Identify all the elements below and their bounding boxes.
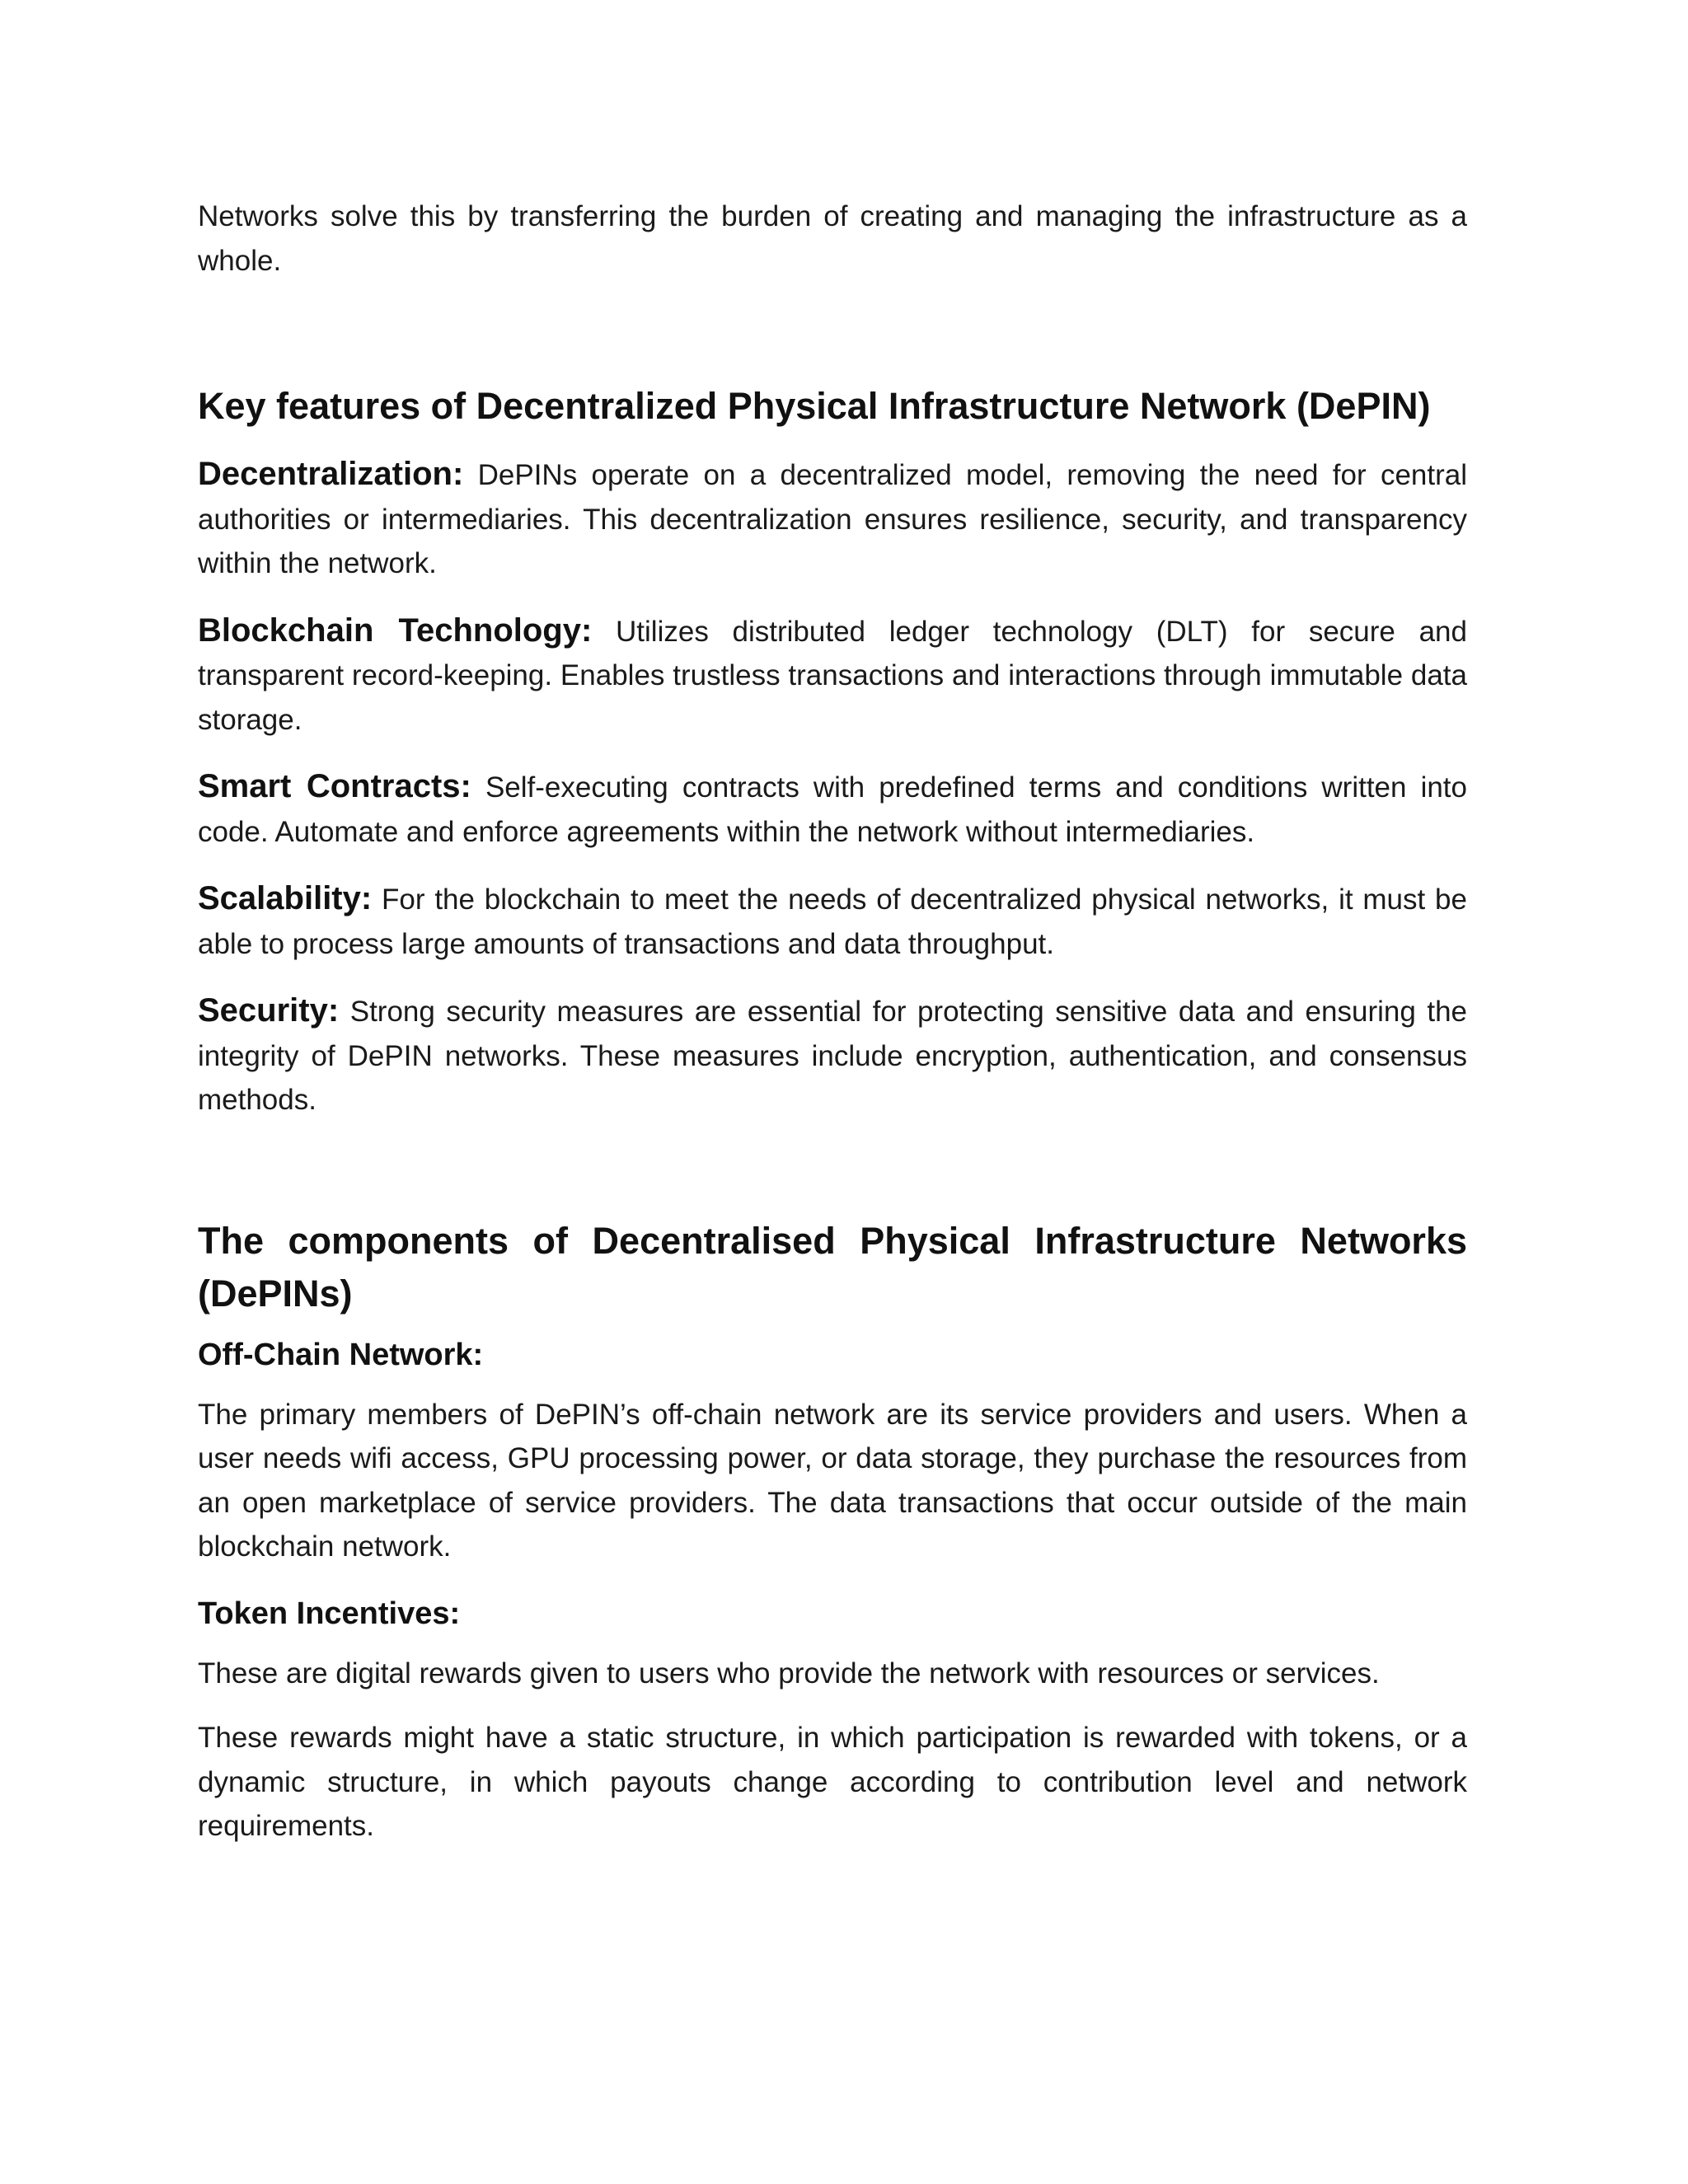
feature-term: Security: — [198, 992, 340, 1029]
feature-text: Utilizes distributed ledger technology (DLT) for secure and transparent record-keeping. Enables trustless transactions and interactions through immutable data storage. — [198, 615, 1467, 736]
token-incentives-paragraph-2: These rewards might have a static structure, in which participation is rewarded with tokens, or a dynamic structure, in which payouts change according to contribution level and network requirements. — [198, 1722, 1467, 1842]
key-features-list — [198, 452, 1467, 1122]
intro-paragraph: Networks solve this by transferring the burden of creating and managing the infrastructure as a whole. — [198, 200, 1467, 277]
components-heading: The components of Decentralised Physical Infrastructure Networks (DePINs) — [198, 1219, 1467, 1315]
feature-item-smart-contracts — [198, 765, 1467, 854]
feature-text: For the blockchain to meet the needs of decentralized physical networks, it must be able to process large amounts of transactions and data throughput. — [198, 883, 1467, 960]
token-incentives-paragraph-1: These are digital rewards given to users who provide the network with resources or services. — [198, 1657, 1380, 1690]
feature-item-security — [198, 989, 1467, 1122]
off-chain-title: Off-Chain Network: — [198, 1337, 484, 1372]
feature-term: Smart Contracts: — [198, 768, 471, 804]
feature-item-decentralization — [198, 452, 1467, 586]
off-chain-paragraph: The primary members of DePIN’s off-chain network are its service providers and users. When a user needs wifi access, GPU processing power, or data storage, they purchase the resources from an open marketplace of service providers. The data transactions that occur outside of the main blockchain network. — [198, 1398, 1467, 1563]
feature-term: Scalability: — [198, 880, 373, 916]
feature-text: Self-executing contracts with predefined terms and conditions written into code. Automate and enforce agreements within the network without intermediaries. — [198, 771, 1467, 848]
feature-item-blockchain-technology — [198, 609, 1467, 743]
off-chain-section — [198, 1332, 1467, 1569]
key-features-heading: Key features of Decentralized Physical Infrastructure Network (DePIN) — [198, 385, 1431, 427]
feature-term: Blockchain Technology: — [198, 612, 593, 649]
feature-text: DePINs operate on a decentralized model, removing the need for central authorities or intermediaries. This decentralization ensures resilience, security, and transparency within the network. — [198, 459, 1467, 579]
feature-item-scalability — [198, 877, 1467, 966]
feature-term: Decentralization: — [198, 456, 464, 492]
feature-text: Strong security measures are essential for protecting sensitive data and ensuring the integrity of DePIN networks. These measures include encryption, authentication, and consensus methods. — [198, 996, 1468, 1116]
token-incentives-title: Token Incentives: — [198, 1596, 461, 1631]
token-incentives-section — [198, 1591, 1467, 1849]
document-page — [198, 194, 1467, 1870]
